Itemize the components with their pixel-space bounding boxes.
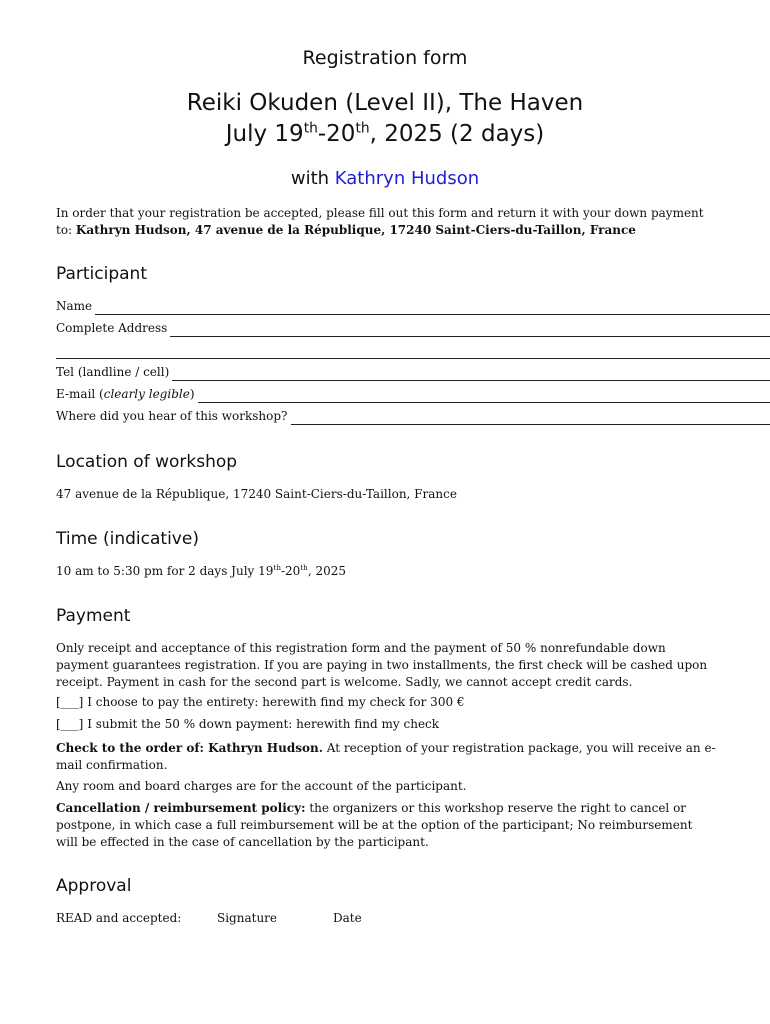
address-line[interactable] (170, 323, 770, 337)
address-field[interactable] (56, 320, 770, 337)
referral-line[interactable] (291, 411, 770, 425)
email-label: E-mail (clearly legible) (56, 387, 195, 401)
signature-label[interactable]: Signature (217, 911, 278, 925)
return-address: Kathryn Hudson, 47 avenue de la République, 17240 Saint-Ciers-du-Taillon, France (75, 223, 636, 237)
referral-field[interactable] (56, 408, 770, 425)
tel-label: Tel (landline / cell) (56, 365, 170, 379)
address-line-2[interactable] (56, 345, 770, 359)
payment-heading: Payment (56, 606, 131, 626)
name-label: Name (56, 299, 93, 313)
workshop-title: Reiki Okuden (Level II), The Haven (186, 90, 584, 116)
tel-line[interactable] (172, 367, 770, 381)
address-label: Complete Address (56, 321, 168, 335)
form-title: Registration form (302, 47, 468, 69)
date-label[interactable]: Date (333, 911, 362, 925)
payment-paragraph: Only receipt and acceptance of this registration form and the payment of 50 % nonrefundable down payment guarantees registration. If you are paying in two installments, the first check will be cashed upon receipt. Payment in cash for the second part is welcome. Sadly, we cannot accept credit cards. (56, 641, 708, 689)
email-line[interactable] (198, 389, 770, 403)
location-heading: Location of workshop (56, 452, 238, 472)
workshop-dates: July 19th-20th, 2025 (2 days) (225, 120, 545, 147)
referral-label: Where did you hear of this workshop? (56, 409, 288, 423)
cancellation-policy: Cancellation / reimbursement policy: the organizers or this workshop reserve the right to cancel or postpone, in which case a full reimbursement will be at the option of the participant; No reimbursement will be effected in the case of cancellation by the participant. (56, 801, 693, 849)
check-order-paragraph: Check to the order of: Kathryn Hudson. At reception of your registration package, you will receive an e-mail confirmation. (56, 741, 716, 772)
name-line[interactable] (95, 301, 770, 315)
room-board-note: Any room and board charges are for the account of the participant. (56, 779, 467, 793)
checkbox-down-payment[interactable]: [___] (56, 717, 84, 731)
payment-option-full[interactable]: [___] I choose to pay the entirety: herewith find my check for 300 € (56, 695, 465, 709)
email-field[interactable] (56, 386, 770, 403)
time-text: 10 am to 5:30 pm for 2 days July 19th-20th, 2025 (56, 563, 346, 578)
read-accepted-label: READ and accepted: (56, 911, 182, 925)
workshop-heading (0, 88, 770, 150)
participant-heading: Participant (56, 264, 148, 284)
tel-field[interactable] (56, 364, 770, 381)
intro-paragraph: In order that your registration be accepted, please fill out this form and return it with your down payment to: Kathryn Hudson, 47 avenue de la République, 17240 Saint-Ciers-du-Taillon, France (56, 206, 704, 237)
approval-heading: Approval (56, 876, 132, 896)
payment-option-deposit[interactable]: [___] I submit the 50 % down payment: herewith find my check (56, 717, 440, 731)
teacher-name-link[interactable]: Kathryn Hudson (334, 168, 480, 189)
location-address: 47 avenue de la République, 17240 Saint-Ciers-du-Taillon, France (56, 487, 457, 501)
name-field[interactable] (56, 298, 770, 315)
time-heading: Time (indicative) (56, 529, 199, 549)
address-field-continued[interactable] (56, 342, 770, 359)
checkbox-full-payment[interactable]: [___] (56, 695, 84, 709)
teacher-line: with Kathryn Hudson (290, 168, 480, 189)
